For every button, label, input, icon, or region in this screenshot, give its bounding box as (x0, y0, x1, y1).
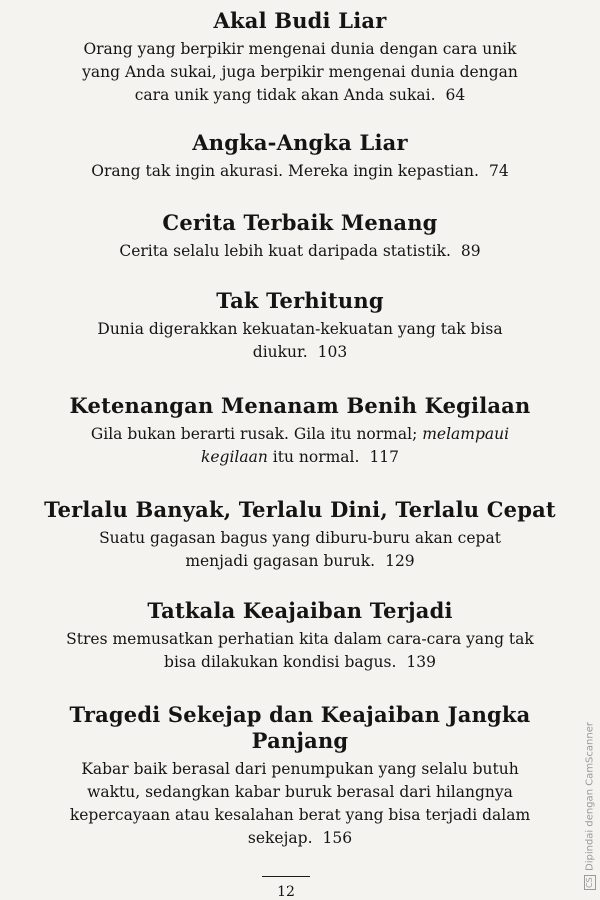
entry-title: Tak Terhitung (216, 288, 384, 313)
toc-entry (40, 702, 560, 850)
entry-title: Terlalu Banyak, Terlalu Dini, Terlalu Cepat (44, 497, 556, 522)
entry-description (40, 160, 560, 183)
toc-entry (40, 497, 560, 573)
page-number: 103 (317, 343, 348, 361)
description-line: Suatu gagasan bagus yang diburu-buru akan cepat (99, 529, 501, 547)
entry-description (40, 527, 560, 573)
toc-entry (40, 393, 560, 469)
description-line: bisa dilakukan kondisi bagus. (164, 653, 397, 671)
page-number: 64 (445, 86, 466, 104)
description-italic: kegilaan (200, 448, 268, 466)
page-number: 139 (406, 653, 436, 671)
description-line: Stres memusatkan perhatian kita dalam cara-cara yang tak (66, 630, 534, 648)
description-line: yang Anda sukai, juga berpikir mengenai dunia dengan (82, 63, 518, 81)
description-line: cara unik yang tidak akan Anda sukai. (134, 86, 436, 104)
description-line: sekejap. (247, 829, 313, 847)
entry-title (40, 702, 560, 754)
description-line: Kabar baik berasal dari penumpukan yang selalu butuh (81, 760, 519, 778)
page-number: 89 (460, 242, 481, 260)
description-line: diukur. (252, 343, 308, 361)
entry-title: Angka-Angka Liar (192, 130, 408, 155)
entry-description (40, 240, 560, 263)
entry-description (40, 318, 560, 364)
toc-entry (40, 598, 560, 674)
entry-title: Ketenangan Menanam Benih Kegilaan (69, 393, 531, 418)
description-italic: melampaui (422, 425, 510, 443)
description-line: Gila bukan berarti rusak. Gila itu normal; (90, 425, 418, 443)
description-line: Cerita selalu lebih kuat daripada statistik. (119, 242, 451, 260)
footer-rule (262, 876, 310, 877)
description-line: waktu, sedangkan kabar buruk berasal dari hilangnya (87, 783, 513, 801)
description-line: itu normal. (272, 448, 360, 466)
description-line: Orang tak ingin akurasi. Mereka ingin kepastian. (91, 162, 479, 180)
page-number: 117 (369, 448, 400, 466)
entry-description (40, 38, 560, 107)
toc-entry (40, 8, 560, 107)
page-number: 129 (385, 552, 415, 570)
toc-entry (40, 210, 560, 263)
description-line: kepercayaan atau kesalahan berat yang bisa terjadi dalam (69, 806, 531, 824)
entry-title: Akal Budi Liar (213, 8, 387, 33)
entry-description (40, 758, 560, 850)
toc-entry (40, 130, 560, 183)
toc-entry (40, 288, 560, 364)
description-line: menjadi gagasan buruk. (185, 552, 376, 570)
entry-description (40, 628, 560, 674)
entry-title: Tatkala Keajaiban Terjadi (147, 598, 453, 623)
page-number: 74 (488, 162, 509, 180)
camscanner-logo-icon: CS (585, 877, 594, 888)
description-line: Orang yang berpikir mengenai dunia dengan cara unik (83, 40, 517, 58)
entry-title: Cerita Terbaik Menang (162, 210, 438, 235)
page-number: 156 (322, 829, 353, 847)
scanner-watermark (582, 640, 598, 890)
entry-title-line: Panjang (251, 728, 349, 753)
watermark-text: Dipindai dengan CamScanner (584, 722, 596, 872)
description-line: Dunia digerakkan kekuatan-kekuatan yang tak bisa (97, 320, 503, 338)
entry-description (40, 423, 560, 469)
entry-title-line: Tragedi Sekejap dan Keajaiban Jangka (69, 702, 531, 727)
folio-page-number: 12 (277, 884, 295, 900)
